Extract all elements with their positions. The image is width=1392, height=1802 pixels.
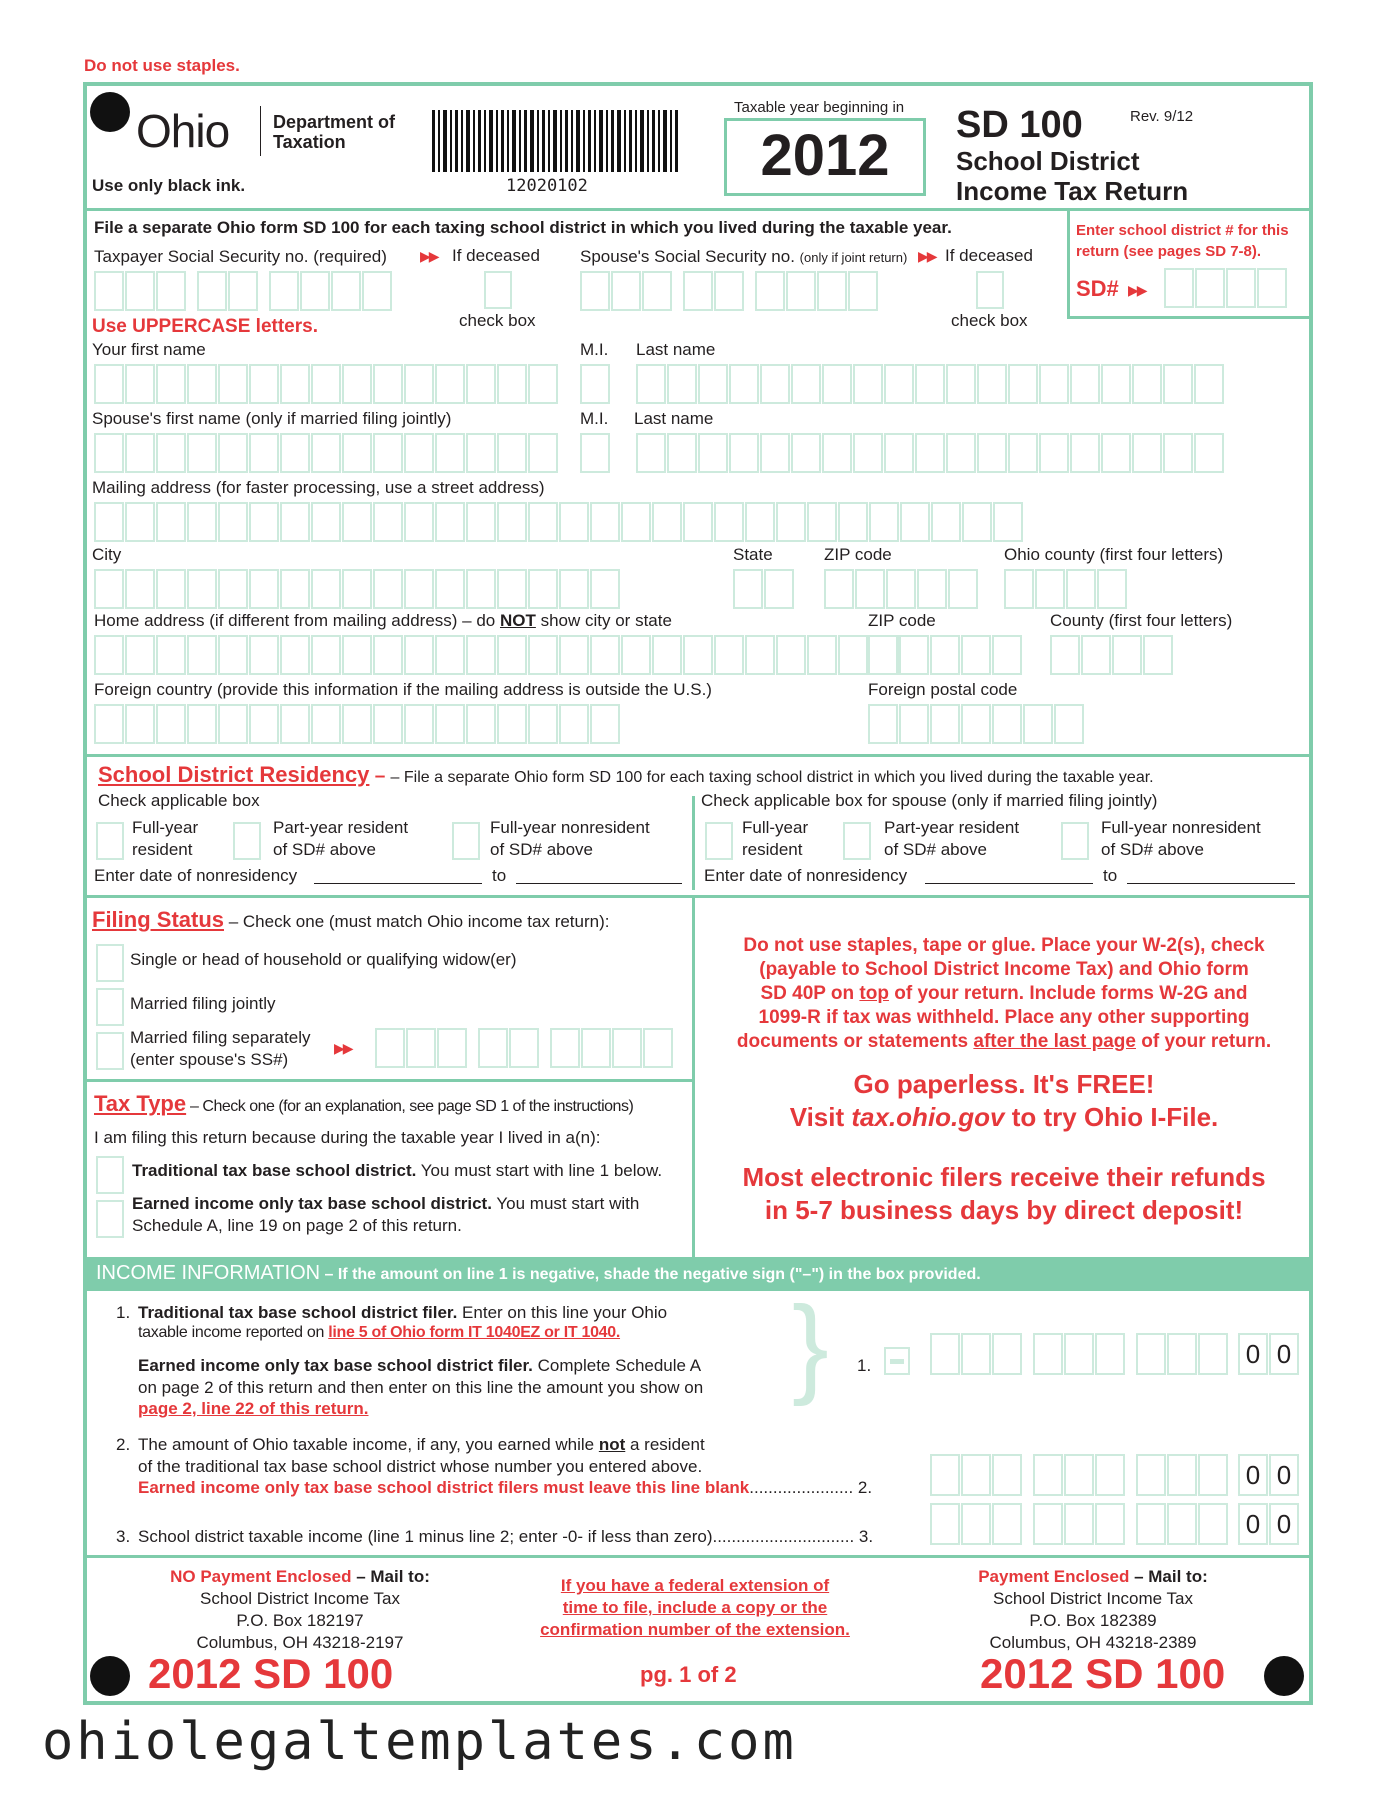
- sd-instruction2: return (see pages SD 7-8).: [1076, 243, 1262, 260]
- arrow-icon: ▶▶: [1128, 282, 1146, 298]
- no-payment-line1: School District Income Tax: [200, 1589, 400, 1608]
- line2-number: 2.: [116, 1435, 131, 1454]
- city-input[interactable]: [94, 569, 621, 609]
- sd-box-border: [1067, 211, 1070, 319]
- spouse-ssn-label: Spouse's Social Security no. (only if joint return): [580, 247, 908, 266]
- residency-split: [692, 796, 695, 890]
- sd-label: SD#: [1076, 276, 1119, 301]
- spouse-to-label: to: [1103, 866, 1118, 885]
- barcode-icon: [432, 110, 680, 172]
- header-divider: [83, 208, 1313, 211]
- spouse-full-year-label2: resident: [742, 840, 803, 859]
- taxpayer-ssn-input[interactable]: [94, 271, 393, 311]
- foreign-country-label: Foreign country (provide this information if the mailing address is outside the U.S.): [94, 680, 712, 699]
- arrow-icon: ▶▶: [334, 1040, 352, 1056]
- taxpayer-deceased-checkbox[interactable]: [484, 271, 512, 309]
- earned-income-label: Earned income only tax base school district. You must start with: [132, 1194, 640, 1213]
- payment-address: [933, 1566, 1253, 1654]
- spouse-ssn-input[interactable]: [580, 271, 879, 311]
- income-divider: [83, 1555, 1313, 1558]
- income-header: INCOME INFORMATION – If the amount on line 1 is negative, shade the negative sign ("–") in the box provided.: [96, 1262, 981, 1284]
- footer-form-id-right: 2012 SD 100: [980, 1650, 1226, 1697]
- line1-number: 1.: [116, 1303, 131, 1322]
- no-payment-heading: NO Payment Enclosed – Mail to:: [170, 1567, 430, 1586]
- foreign-postal-input[interactable]: [868, 704, 1085, 744]
- notice-line4: 1099-R if tax was withheld. Place any other supporting: [758, 1007, 1250, 1028]
- arrow-icon: ▶▶: [420, 248, 438, 264]
- part-year-label2: of SD# above: [273, 840, 377, 859]
- full-year-label2: resident: [132, 840, 193, 859]
- brace-icon: }: [792, 1284, 829, 1407]
- last-name-input[interactable]: [636, 364, 1225, 404]
- check-spouse-label: Check applicable box for spouse (only if married filing jointly): [701, 791, 1158, 810]
- spouse-nonresident-checkbox[interactable]: [1061, 822, 1089, 860]
- arrow-icon: ▶▶: [918, 248, 936, 264]
- registration-dot-icon: [90, 1656, 130, 1696]
- refund-line1: Most electronic filers receive their refunds: [742, 1162, 1266, 1192]
- line3-cents: 0 0: [1238, 1503, 1300, 1545]
- full-year-resident-checkbox[interactable]: [96, 822, 124, 860]
- ink-note: Use only black ink.: [92, 176, 246, 195]
- nonresident-label2: of SD# above: [490, 840, 594, 859]
- mi-label: M.I.: [580, 340, 609, 359]
- negative-sign-box[interactable]: [884, 1347, 910, 1375]
- state-input[interactable]: [733, 569, 795, 609]
- check-applicable-label: Check applicable box: [98, 791, 260, 810]
- date-to-line[interactable]: [516, 883, 682, 884]
- payment-heading: Payment Enclosed – Mail to:: [978, 1567, 1208, 1586]
- extension-line1: If you have a federal extension of: [560, 1576, 830, 1595]
- single-label: Single or head of household or qualifying widow(er): [130, 950, 517, 969]
- paperless-notice: [695, 1068, 1313, 1134]
- last-name-label: Last name: [636, 340, 716, 359]
- filing-status-heading: Filing Status – Check one (must match Ohio income tax return):: [92, 907, 610, 932]
- residency-heading: School District Residency – – File a separate Ohio form SD 100 for each taxing school district in which you lived during the taxable year.: [98, 762, 1154, 787]
- spouse-if-deceased-label: If deceased: [945, 246, 1033, 265]
- married-separate-label1: Married filing separately: [130, 1028, 311, 1047]
- taxpayer-ssn-label: Taxpayer Social Security no. (required): [94, 247, 387, 266]
- dept-line1: Department of: [273, 112, 396, 132]
- home-county-label: County (first four letters): [1050, 611, 1233, 630]
- zip-input[interactable]: [824, 569, 979, 609]
- traditional-checkbox[interactable]: [96, 1156, 124, 1194]
- spouse-part-year-label1: Part-year resident: [884, 818, 1020, 837]
- spouse-nonresident-label2: of SD# above: [1101, 840, 1205, 859]
- watermark: ohiolegaltemplates.com: [42, 1712, 797, 1772]
- spouse-first-name-label: Spouse's first name (only if married filing jointly): [92, 409, 452, 428]
- county-input[interactable]: [1004, 569, 1128, 609]
- line1-text-c: Earned income only tax base school district filer. Complete Schedule A: [138, 1356, 702, 1375]
- married-separate-label2: (enter spouse's SS#): [130, 1050, 289, 1069]
- spouse-last-name-input[interactable]: [636, 433, 1225, 473]
- spouse-check-box-label: check box: [951, 311, 1028, 330]
- mi-input[interactable]: [580, 364, 611, 404]
- part-year-resident-checkbox[interactable]: [233, 822, 261, 860]
- form-title2: Income Tax Return: [956, 176, 1189, 206]
- registration-dot-icon: [90, 92, 130, 132]
- line2-text-c: Earned income only tax base school district filers must leave this line blank...................... 2.: [138, 1478, 873, 1497]
- nonresident-checkbox[interactable]: [452, 822, 480, 860]
- paperless-line2: Visit tax.ohio.gov to try Ohio I-File.: [789, 1102, 1219, 1132]
- part-year-label1: Part-year resident: [273, 818, 409, 837]
- married-joint-label: Married filing jointly: [130, 994, 276, 1013]
- first-name-label: Your first name: [92, 340, 206, 359]
- city-label: City: [92, 545, 122, 564]
- spouse-last-name-label: Last name: [634, 409, 714, 428]
- logo-divider: [260, 106, 261, 156]
- notice-line5: documents or statements after the last page of your return.: [736, 1031, 1272, 1052]
- line3-amount-input[interactable]: [930, 1503, 1229, 1545]
- line1-text-d: on page 2 of this return and then enter on this line the amount you show on: [138, 1378, 704, 1397]
- spouse-ssn-separate-input[interactable]: [375, 1028, 674, 1068]
- no-staples-notice: Do not use staples.: [84, 56, 240, 75]
- line3-text: School district taxable income (line 1 minus line 2; enter -0- if less than zero).............................. 3.: [138, 1527, 874, 1546]
- to-label: to: [492, 866, 507, 885]
- no-payment-line2: P.O. Box 182197: [236, 1611, 364, 1630]
- revision: Rev. 9/12: [1130, 108, 1194, 125]
- mailing-address-label: Mailing address (for faster processing, use a street address): [92, 478, 545, 497]
- notice-line3: SD 40P on top of your return. Include forms W-2G and: [760, 983, 1248, 1004]
- foreign-postal-label: Foreign postal code: [868, 680, 1018, 699]
- married-joint-checkbox[interactable]: [96, 988, 124, 1026]
- date-from-line[interactable]: [314, 883, 482, 884]
- footer-form-id-left: 2012 SD 100: [148, 1650, 394, 1697]
- form-title1: School District: [956, 146, 1140, 176]
- dept-line2: Taxation: [273, 132, 346, 152]
- spouse-part-year-label2: of SD# above: [884, 840, 988, 859]
- payment-line2: P.O. Box 182389: [1029, 1611, 1157, 1630]
- if-deceased-label: If deceased: [452, 246, 540, 265]
- line1-link2: page 2, line 22 of this return.: [138, 1399, 369, 1418]
- uppercase-note: Use UPPERCASE letters.: [92, 316, 318, 337]
- line3-number: 3.: [116, 1527, 131, 1546]
- spouse-deceased-checkbox[interactable]: [976, 271, 1004, 309]
- residency-divider: [83, 895, 1313, 898]
- spouse-first-name-input[interactable]: [94, 433, 559, 473]
- barcode-number: 12020102: [506, 176, 588, 196]
- nonresident-label1: Full-year nonresident: [490, 818, 650, 837]
- home-address-input[interactable]: [94, 635, 900, 675]
- identity-divider: [83, 754, 1313, 757]
- tax-type-heading: Tax Type – Check one (for an explanation, see page SD 1 of the instructions): [94, 1091, 634, 1116]
- extension-line3: confirmation number of the extension.: [540, 1620, 850, 1639]
- spouse-mi-label: M.I.: [580, 409, 609, 428]
- attachment-notice: [695, 934, 1313, 1054]
- line1-amount-input[interactable]: [930, 1333, 1229, 1375]
- line1-text-b: taxable income reported on line 5 of Ohio form IT 1040EZ or IT 1040.: [138, 1324, 621, 1341]
- payment-line1: School District Income Tax: [993, 1589, 1193, 1608]
- earned-income-checkbox[interactable]: [96, 1200, 124, 1238]
- spouse-date-to-line[interactable]: [1127, 883, 1295, 884]
- paperless-line1: Go paperless. It's FREE!: [853, 1069, 1155, 1099]
- extension-note: [510, 1575, 880, 1641]
- date-nonresidency-label: Enter date of nonresidency: [94, 866, 298, 885]
- line1-marker: 1.: [857, 1356, 872, 1375]
- foreign-country-input[interactable]: [94, 704, 621, 744]
- sd-number-input[interactable]: [1164, 268, 1288, 308]
- filing-divider: [83, 1079, 693, 1082]
- refund-line2: in 5-7 business days by direct deposit!: [764, 1195, 1244, 1225]
- year-label: Taxable year beginning in: [734, 99, 905, 116]
- extension-line2: time to file, include a copy or the: [562, 1598, 828, 1617]
- tax-year: 2012: [760, 123, 890, 188]
- spouse-part-year-checkbox[interactable]: [843, 822, 871, 860]
- check-box-label: check box: [459, 311, 536, 330]
- no-payment-line3: Columbus, OH 43218-2197: [196, 1633, 404, 1652]
- tax-type-intro: I am filing this return because during the taxable year I lived in a(n):: [94, 1128, 601, 1147]
- notice-line1: Do not use staples, tape or glue. Place your W-2(s), check: [743, 935, 1265, 956]
- spouse-full-year-checkbox[interactable]: [705, 822, 733, 860]
- line1-text-a: Traditional tax base school district filer. Enter on this line your Ohio: [138, 1303, 668, 1322]
- file-separate-instruction: File a separate Ohio form SD 100 for each taxing school district in which you lived during the taxable year.: [94, 218, 952, 237]
- full-year-label1: Full-year: [132, 818, 199, 837]
- sd-instruction1: Enter school district # for this: [1076, 222, 1289, 239]
- spouse-date-from-line[interactable]: [925, 883, 1093, 884]
- state-label: State: [733, 545, 773, 564]
- form-code: SD 100: [956, 104, 1083, 146]
- no-payment-address: [140, 1566, 460, 1654]
- line2-amount-input[interactable]: [930, 1454, 1229, 1496]
- line2-text-a: The amount of Ohio taxable income, if any, you earned while not a resident: [138, 1435, 705, 1454]
- spouse-date-nonresidency-label: Enter date of nonresidency: [704, 866, 908, 885]
- zip-label: ZIP code: [824, 545, 892, 564]
- refund-notice: [695, 1161, 1313, 1227]
- earned-income-label2: Schedule A, line 19 on page 2 of this return.: [132, 1216, 462, 1235]
- traditional-label: Traditional tax base school district. You must start with line 1 below.: [132, 1161, 663, 1180]
- ohio-logo: Ohio: [136, 105, 230, 157]
- home-zip-label: ZIP code: [868, 611, 936, 630]
- payment-line3: Columbus, OH 43218-2389: [989, 1633, 1197, 1652]
- first-name-input[interactable]: [94, 364, 559, 404]
- home-zip-input[interactable]: [868, 635, 1023, 675]
- home-county-input[interactable]: [1050, 635, 1174, 675]
- spouse-full-year-label1: Full-year: [742, 818, 809, 837]
- registration-dot-icon: [1264, 1656, 1304, 1696]
- spouse-mi-input[interactable]: [580, 433, 611, 473]
- married-separate-checkbox[interactable]: [96, 1032, 124, 1070]
- page-number: pg. 1 of 2: [640, 1662, 737, 1687]
- line2-text-b: of the traditional tax base school district whose number you entered above.: [138, 1457, 703, 1476]
- notice-line2: (payable to School District Income Tax) and Ohio form: [759, 959, 1249, 980]
- mailing-address-input[interactable]: [94, 502, 1024, 542]
- single-checkbox[interactable]: [96, 944, 124, 982]
- line1-cents: 0 0: [1238, 1333, 1300, 1375]
- home-address-label: Home address (if different from mailing address) – do NOT show city or state: [94, 611, 672, 630]
- spouse-nonresident-label1: Full-year nonresident: [1101, 818, 1261, 837]
- line2-cents: 0 0: [1238, 1454, 1300, 1496]
- county-label: Ohio county (first four letters): [1004, 545, 1224, 564]
- sd-box-bottom: [1067, 316, 1313, 319]
